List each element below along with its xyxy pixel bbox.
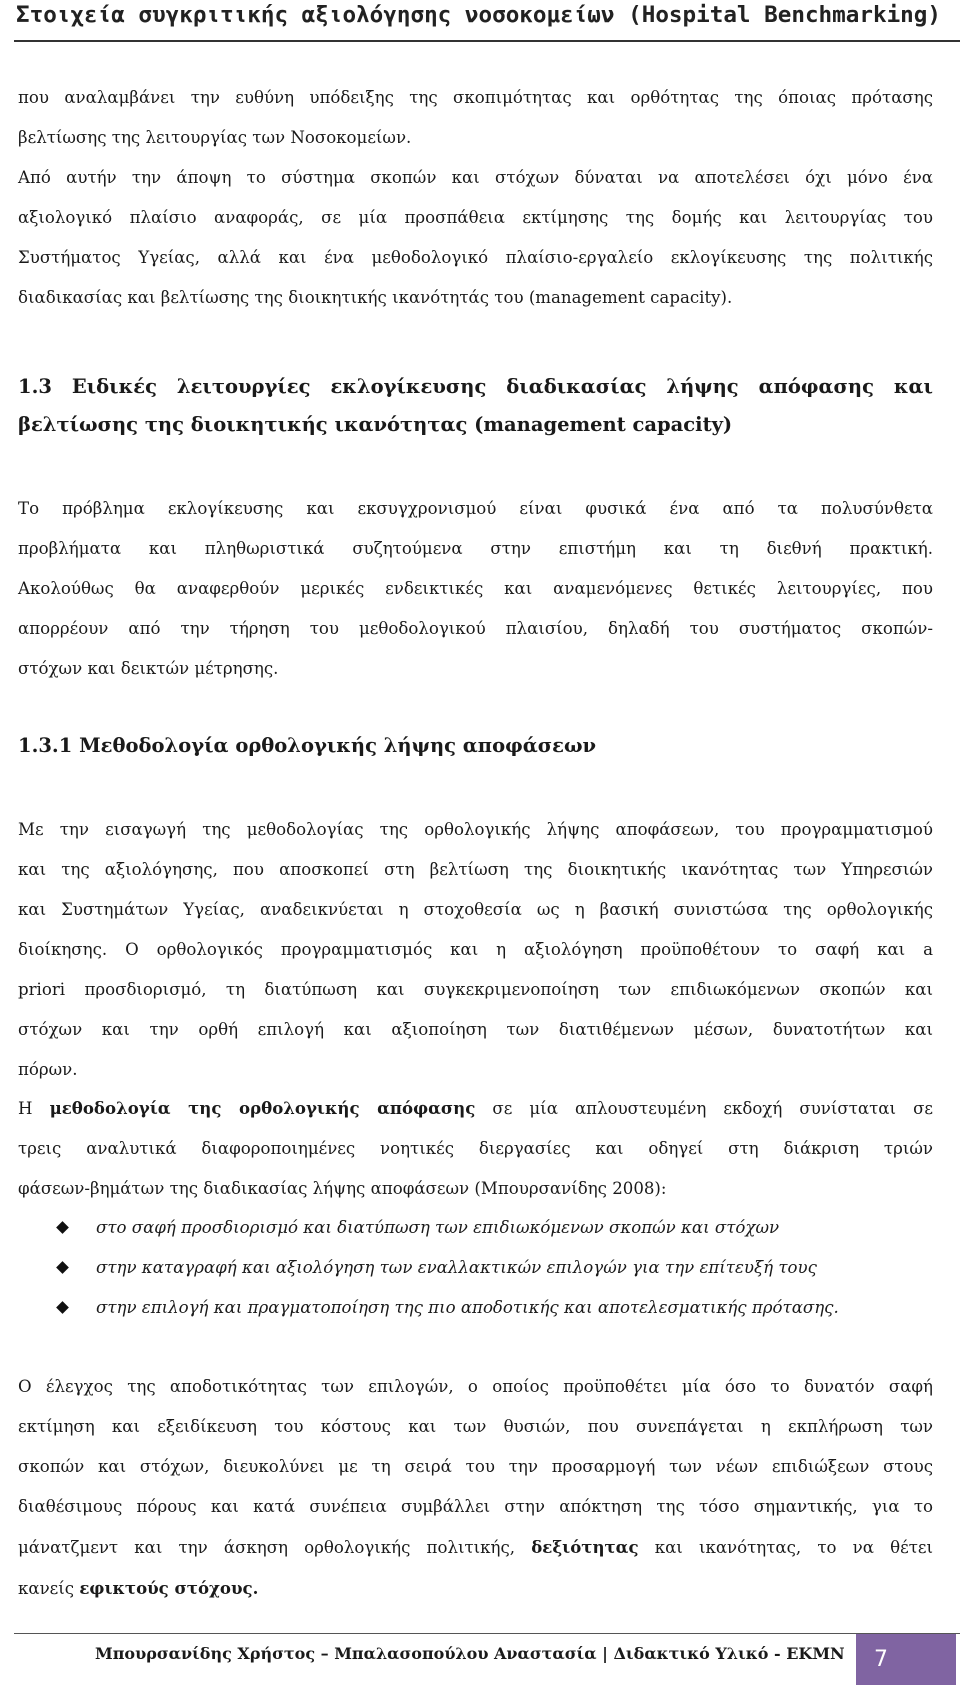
text-line: διοίκησης. Ο ορθολογικός προγραμματισμός και η αξιολόγηση προϋποθέτουν το σαφή και a	[18, 940, 933, 959]
text-line: που αναλαμβάνει την ευθύνη υπόδειξης της σκοπιμότητας και ορθότητας της όποιας πρότασης	[18, 88, 933, 107]
paragraph-efficiency-control	[18, 1367, 933, 1609]
text-line: προβλήματα και πληθωριστικά συζητούμενα στην επιστήμη και τη διεθνή πρακτική.	[18, 539, 933, 558]
list-item	[58, 1248, 938, 1288]
diamond-bullet-icon	[56, 1221, 69, 1234]
footer-divider	[14, 1633, 960, 1634]
text-line: Με την εισαγωγή της μεθοδολογίας της ορθολογικής λήψης αποφάσεων, του προγραμματισμού	[18, 820, 933, 839]
page-number: 7	[874, 1647, 888, 1672]
header-divider	[14, 40, 960, 42]
bold-term: εφικτούς στόχους.	[79, 1578, 259, 1598]
bold-term: μεθοδολογία της ορθολογικής απόφασης	[49, 1098, 476, 1118]
paragraph-methodology-intro	[18, 810, 933, 1090]
subsection-heading: 1.3.1 Μεθοδολογία ορθολογικής λήψης αποφάσεων	[18, 734, 597, 757]
text-line: διαθέσιμους πόρους και κατά συνέπεια συμβάλλει στην απόκτηση της τόσο σημαντικής, για το	[18, 1497, 933, 1516]
bold-term: δεξιότητας	[531, 1537, 639, 1557]
list-item-text: στην καταγραφή και αξιολόγηση των εναλλακτικών επιλογών για την επίτευξή τους	[96, 1258, 817, 1277]
list-item	[58, 1288, 938, 1328]
text-run: και ικανότητας, το να θέτει	[638, 1538, 933, 1557]
text-line: και της αξιολόγησης, που αποσκοπεί στη βελτίωση της διοικητικής ικανότητας των Υπηρεσιών	[18, 860, 933, 879]
diamond-bullet-icon	[56, 1261, 69, 1274]
text-line: και Συστημάτων Υγείας, αναδεικνύεται η στοχοθεσία ως η βασική συνιστώσα της ορθολογικής	[18, 900, 933, 919]
text-line	[18, 1088, 933, 1129]
running-header: Στοιχεία συγκριτικής αξιολόγησης νοσοκομείων (Hospital Benchmarking)	[16, 2, 941, 28]
text-line: πόρων.	[18, 1060, 78, 1079]
footer-credits: Μπουρσανίδης Χρήστος – Μπαλασοπούλου Αναστασία | Διδακτικό Υλικό - ΕΚΜΝ	[95, 1644, 845, 1663]
list-item-text: στην επιλογή και πραγματοποίηση της πιο αποδοτικής και αποτελεσματικής πρότασης.	[96, 1298, 839, 1317]
text-line: Συστήματος Υγείας, αλλά και ένα μεθοδολογικό πλαίσιο-εργαλείο εκλογίκευσης της πολιτικής	[18, 248, 933, 267]
paragraph-rationalization-problem	[18, 489, 933, 689]
section-heading-line: βελτίωσης της διοικητικής ικανότητας (management capacity)	[18, 413, 733, 436]
text-line: διαδικασίας και βελτίωσης της διοικητικής ικανότητάς του (management capacity).	[18, 288, 733, 307]
text-line: αξιολογικό πλαίσιο αναφοράς, σε μία προσπάθεια εκτίμησης της δομής και λειτουργίας του	[18, 208, 933, 227]
text-line: Ακολούθως θα αναφερθούν μερικές ενδεικτικές και αναμενόμενες θετικές λειτουργίες, που	[18, 579, 933, 598]
text-line: σκοπών και στόχων, διευκολύνει με τη σειρά του την προσαρμογή των νέων επιδιώξεων στους	[18, 1457, 933, 1476]
text-run: Η	[18, 1099, 50, 1118]
text-line: βελτίωσης της λειτουργίας των Νοσοκομείων.	[18, 128, 412, 147]
paragraph-rational-decision	[18, 1088, 933, 1209]
text-line: στόχων και δεικτών μέτρησης.	[18, 659, 279, 678]
text-line: στόχων και την ορθή επιλογή και αξιοποίηση των διατιθέμενων μέσων, δυνατοτήτων και	[18, 1020, 933, 1039]
decision-phases-list	[58, 1208, 938, 1328]
text-run: κανείς	[18, 1579, 80, 1598]
text-run: μάνατζμεντ και την άσκηση ορθολογικής πολιτικής,	[18, 1538, 532, 1557]
paragraph-system-of-goals	[18, 158, 933, 318]
text-line	[18, 1527, 933, 1568]
section-heading	[18, 368, 933, 444]
text-line: απορρέουν από την τήρηση του μεθοδολογικού πλαισίου, δηλαδή του συστήματος σκοπών-	[18, 619, 933, 638]
list-item	[58, 1208, 938, 1248]
text-line	[18, 1568, 933, 1609]
page-number-box	[856, 1634, 956, 1685]
list-item-text: στο σαφή προσδιορισμό και διατύπωση των επιδιωκόμενων σκοπών και στόχων	[96, 1218, 780, 1237]
diamond-bullet-icon	[56, 1301, 69, 1314]
text-line: τρεις αναλυτικά διαφοροποιημένες νοητικές διεργασίες και οδηγεί στη διάκριση τριών	[18, 1139, 933, 1158]
text-run: σε μία απλουστευμένη εκδοχή συνίσταται σε	[475, 1099, 934, 1118]
text-line: Ο έλεγχος της αποδοτικότητας των επιλογών, ο οποίος προϋποθέτει μία όσο το δυνατόν σαφή	[18, 1377, 933, 1396]
text-line: φάσεων-βημάτων της διαδικασίας λήψης αποφάσεων (Μπουρσανίδης 2008):	[18, 1179, 667, 1198]
text-line: Το πρόβλημα εκλογίκευσης και εκσυγχρονισμού είναι φυσικά ένα από τα πολυσύνθετα	[18, 499, 933, 518]
section-heading-line: 1.3 Ειδικές λειτουργίες εκλογίκευσης διαδικασίας λήψης απόφασης και	[18, 375, 933, 398]
paragraph-intro-continuation	[18, 78, 933, 158]
text-line: priori προσδιορισμό, τη διατύπωση και συγκεκριμενοποίηση των επιδιωκόμενων σκοπών και	[18, 980, 933, 999]
text-line: εκτίμηση και εξειδίκευση του κόστους και των θυσιών, που συνεπάγεται η εκπλήρωση των	[18, 1417, 933, 1436]
text-line: Από αυτήν την άποψη το σύστημα σκοπών και στόχων δύναται να αποτελέσει όχι μόνο ένα	[18, 168, 933, 187]
